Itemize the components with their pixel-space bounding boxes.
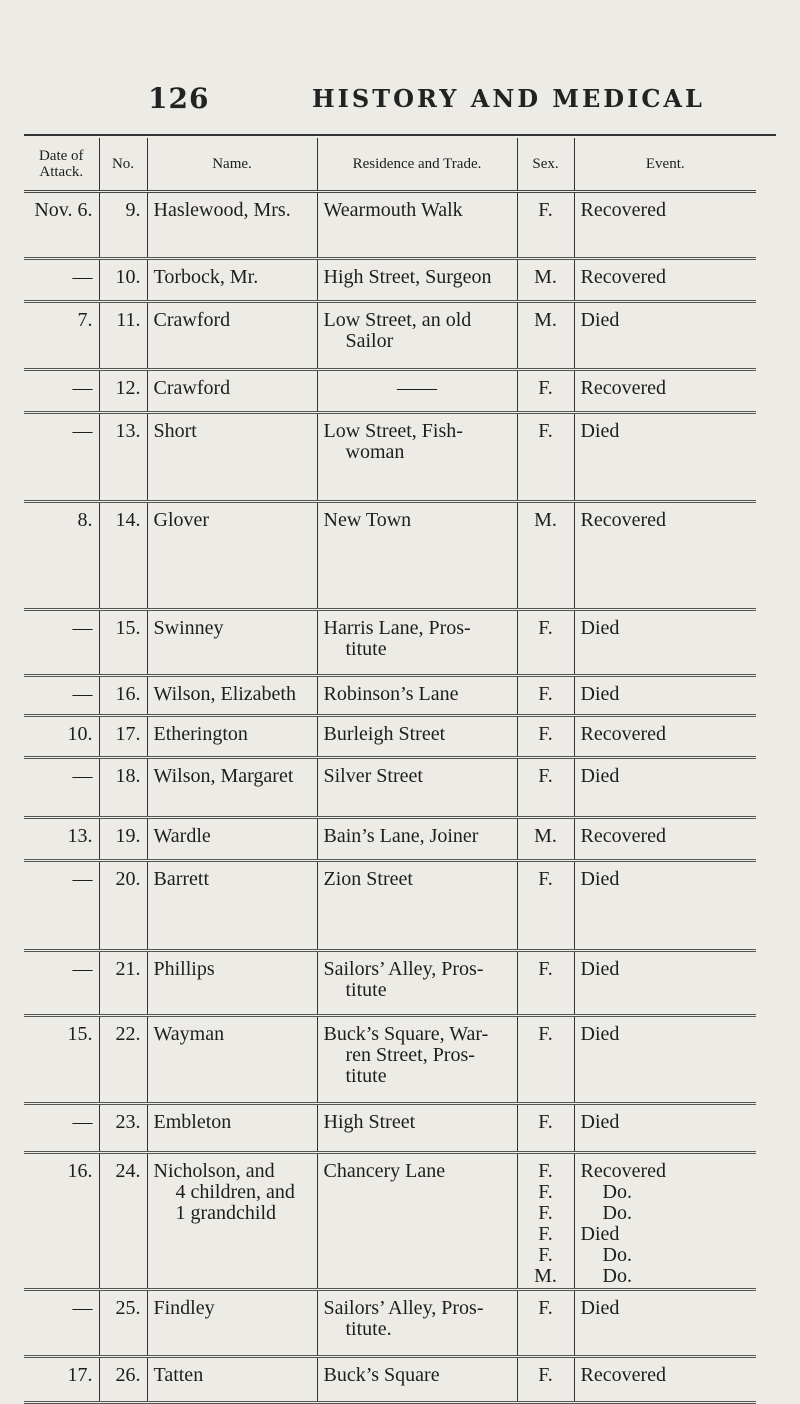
name-cell [147, 758, 317, 818]
table-row [24, 818, 756, 861]
cell-text: Do. [602, 1265, 632, 1287]
sex-cell [517, 610, 574, 676]
date-cell: 10. [24, 716, 99, 758]
cell-text: Buck’s Square, War- [323, 1023, 489, 1045]
number-cell: 14. [99, 502, 147, 610]
cell-text: F. [538, 617, 553, 639]
sex-cell [517, 758, 574, 818]
number-cell: 12. [99, 370, 147, 413]
event-cell [574, 716, 756, 758]
cell-text: Chancery Lane [323, 1160, 446, 1182]
number-cell: 24. [99, 1153, 147, 1290]
residence-cell [317, 192, 517, 259]
cell-text: Silver Street [323, 765, 423, 787]
cell-text: Etherington [153, 723, 248, 745]
page-number: 126 [148, 82, 210, 115]
cell-text: Wearmouth Walk [323, 199, 463, 221]
date-cell: 16. [24, 1153, 99, 1290]
event-cell [574, 758, 756, 818]
cell-text: titute [345, 979, 387, 1001]
table-header-row [24, 138, 756, 192]
cell-text: titute [345, 1065, 387, 1087]
number-cell: 26. [99, 1357, 147, 1403]
number-cell: 10. [99, 259, 147, 302]
page-header [0, 0, 800, 130]
cell-text: F. [538, 1223, 553, 1245]
date-cell: Nov. 6. [24, 192, 99, 259]
event-cell [574, 370, 756, 413]
cell-text: Died [580, 1297, 620, 1319]
cell-text: Wilson, Elizabeth [153, 683, 296, 705]
cell-text: M. [534, 1265, 557, 1287]
number-cell: 16. [99, 676, 147, 716]
number-cell: 20. [99, 861, 147, 951]
cell-text: Sailors’ Alley, Pros- [323, 1297, 484, 1319]
residence-cell [317, 502, 517, 610]
name-cell [147, 610, 317, 676]
name-cell [147, 302, 317, 370]
cell-text: Barrett [153, 868, 210, 890]
name-cell [147, 1104, 317, 1153]
sex-cell [517, 192, 574, 259]
cell-text: F. [538, 765, 553, 787]
number-cell: 22. [99, 1016, 147, 1104]
cell-text: M. [534, 309, 557, 331]
cell-text: Zion Street [323, 868, 413, 890]
event-cell [574, 259, 756, 302]
sex-cell [517, 1357, 574, 1403]
table-row [24, 1153, 756, 1290]
table-body [24, 192, 756, 1403]
name-cell [147, 676, 317, 716]
cell-text: Died [580, 868, 620, 890]
cell-text: F. [538, 420, 553, 442]
cell-text: Sailors’ Alley, Pros- [323, 958, 484, 980]
sex-cell [517, 676, 574, 716]
cell-text: Nicholson, and [153, 1160, 275, 1182]
sex-cell [517, 1104, 574, 1153]
cell-text: Died [580, 1023, 620, 1045]
cell-text: 4 children, and [175, 1181, 295, 1203]
name-cell [147, 1153, 317, 1290]
event-cell [574, 951, 756, 1016]
number-cell: 18. [99, 758, 147, 818]
date-cell: — [24, 610, 99, 676]
residence-cell [317, 610, 517, 676]
cell-text: 1 grandchild [175, 1202, 277, 1224]
column-header-event: Event. [574, 138, 756, 192]
cell-text: Recovered [580, 723, 667, 745]
cell-text: Crawford [153, 377, 231, 399]
number-cell: 11. [99, 302, 147, 370]
date-cell: 8. [24, 502, 99, 610]
date-cell: — [24, 861, 99, 951]
event-cell [574, 818, 756, 861]
cell-text: F. [538, 683, 553, 705]
event-cell [574, 610, 756, 676]
table-row [24, 259, 756, 302]
cell-text: Robinson’s Lane [323, 683, 459, 705]
date-cell: — [24, 758, 99, 818]
number-cell: 15. [99, 610, 147, 676]
sex-cell [517, 861, 574, 951]
cell-text: Low Street, Fish- [323, 420, 463, 442]
event-cell [574, 502, 756, 610]
residence-cell [317, 370, 517, 413]
cell-text: F. [538, 199, 553, 221]
cell-text: Crawford [153, 309, 231, 331]
cell-text: Bain’s Lane, Joiner [323, 825, 479, 847]
table-row [24, 413, 756, 502]
table-row [24, 1104, 756, 1153]
cell-text: Buck’s Square [323, 1364, 440, 1386]
name-cell [147, 502, 317, 610]
event-cell [574, 1290, 756, 1357]
sex-cell [517, 818, 574, 861]
cell-text: M. [534, 825, 557, 847]
cell-text: F. [538, 1297, 553, 1319]
cell-text: Died [580, 1111, 620, 1133]
date-cell: — [24, 1104, 99, 1153]
residence-cell [317, 818, 517, 861]
event-cell [574, 1153, 756, 1290]
cell-text: Swinney [153, 617, 224, 639]
running-title: HISTORY AND MEDICAL [312, 84, 705, 113]
cell-text: Phillips [153, 958, 215, 980]
cell-text: titute [345, 638, 387, 660]
name-cell [147, 370, 317, 413]
sex-cell [517, 302, 574, 370]
name-cell [147, 716, 317, 758]
cell-text: F. [538, 377, 553, 399]
table-row [24, 1357, 756, 1403]
cell-text: Recovered [580, 266, 667, 288]
table-row [24, 302, 756, 370]
event-cell [574, 676, 756, 716]
name-cell [147, 1357, 317, 1403]
cell-text: New Town [323, 509, 412, 531]
residence-cell [317, 758, 517, 818]
date-cell: — [24, 1290, 99, 1357]
event-cell [574, 413, 756, 502]
column-header-sex: Sex. [517, 138, 574, 192]
number-cell: 9. [99, 192, 147, 259]
cell-text: Died [580, 683, 620, 705]
cell-text: Findley [153, 1297, 215, 1319]
sex-cell [517, 413, 574, 502]
table-row [24, 676, 756, 716]
cholera-register-table [24, 138, 756, 1404]
cell-text: F. [538, 1023, 553, 1045]
number-cell: 19. [99, 818, 147, 861]
cell-text: Tatten [153, 1364, 204, 1386]
date-cell: — [24, 259, 99, 302]
sex-cell [517, 1153, 574, 1290]
cell-text: F. [538, 1364, 553, 1386]
date-cell: 15. [24, 1016, 99, 1104]
cell-text: Wayman [153, 1023, 225, 1045]
date-cell: — [24, 413, 99, 502]
sex-cell [517, 1016, 574, 1104]
cell-text: titute. [345, 1318, 392, 1340]
cell-text: Short [153, 420, 197, 442]
sex-cell [517, 951, 574, 1016]
name-cell [147, 818, 317, 861]
cell-text: Wardle [153, 825, 211, 847]
table-row [24, 1016, 756, 1104]
event-cell [574, 1104, 756, 1153]
cell-text: Low Street, an old [323, 309, 472, 331]
cell-text: Recovered [580, 1364, 667, 1386]
cell-text: ren Street, Pros- [345, 1044, 475, 1066]
table-row [24, 192, 756, 259]
column-header-name: Name. [147, 138, 317, 192]
sex-cell [517, 502, 574, 610]
event-cell [574, 192, 756, 259]
table-row [24, 861, 756, 951]
residence-cell [317, 302, 517, 370]
cell-text: F. [538, 1111, 553, 1133]
cell-text: Recovered [580, 509, 667, 531]
cell-text: Died [580, 309, 620, 331]
date-cell: — [24, 951, 99, 1016]
cell-text: Do. [602, 1181, 632, 1203]
name-cell [147, 1016, 317, 1104]
number-cell: 21. [99, 951, 147, 1016]
sex-cell [517, 370, 574, 413]
cell-text: Died [580, 420, 620, 442]
event-cell [574, 1016, 756, 1104]
residence-cell [317, 1153, 517, 1290]
cell-text: Died [580, 958, 620, 980]
residence-cell [317, 1016, 517, 1104]
top-rule [24, 134, 776, 136]
residence-cell [317, 1104, 517, 1153]
cell-text: Recovered [580, 825, 667, 847]
cell-text: woman [345, 441, 405, 463]
name-cell [147, 951, 317, 1016]
cell-text: Burleigh Street [323, 723, 446, 745]
name-cell [147, 192, 317, 259]
date-cell: — [24, 370, 99, 413]
cell-text: Haslewood, Mrs. [153, 199, 291, 221]
cell-text: High Street [323, 1111, 416, 1133]
sex-cell [517, 259, 574, 302]
cell-text: F. [538, 1160, 553, 1182]
residence-cell [317, 861, 517, 951]
event-cell [574, 1357, 756, 1403]
name-cell [147, 259, 317, 302]
residence-cell [317, 676, 517, 716]
number-cell: 23. [99, 1104, 147, 1153]
event-cell [574, 861, 756, 951]
column-header-residence: Residence and Trade. [317, 138, 517, 192]
cell-text: Recovered [580, 377, 667, 399]
cell-text: Embleton [153, 1111, 232, 1133]
number-cell: 13. [99, 413, 147, 502]
cell-text: M. [534, 266, 557, 288]
residence-cell [317, 413, 517, 502]
event-cell [574, 302, 756, 370]
cell-text: F. [538, 723, 553, 745]
cell-text: F. [538, 1202, 553, 1224]
date-cell: 7. [24, 302, 99, 370]
cell-text: Died [580, 765, 620, 787]
cell-text: Wilson, Margaret [153, 765, 294, 787]
cell-text: Died [580, 1223, 620, 1245]
sex-cell [517, 1290, 574, 1357]
date-cell: — [24, 676, 99, 716]
table-row [24, 1290, 756, 1357]
cell-text: Do. [602, 1244, 632, 1266]
number-cell: 25. [99, 1290, 147, 1357]
cell-text: Glover [153, 509, 210, 531]
cell-text: Recovered [580, 199, 667, 221]
table-row [24, 370, 756, 413]
cell-text: F. [538, 958, 553, 980]
cell-text: Torbock, Mr. [153, 266, 259, 288]
cell-text: F. [538, 868, 553, 890]
cell-text: High Street, Surgeon [323, 266, 492, 288]
name-cell [147, 1290, 317, 1357]
date-cell: 13. [24, 818, 99, 861]
table-row [24, 610, 756, 676]
cell-text: Sailor [345, 330, 394, 352]
residence-cell [317, 259, 517, 302]
cell-text: F. [538, 1181, 553, 1203]
residence-cell [317, 1290, 517, 1357]
column-header-no: No. [99, 138, 147, 192]
name-cell [147, 861, 317, 951]
residence-cell [317, 951, 517, 1016]
number-cell: 17. [99, 716, 147, 758]
cell-text: M. [534, 509, 557, 531]
date-cell: 17. [24, 1357, 99, 1403]
cell-text: Do. [602, 1202, 632, 1224]
cell-text: Died [580, 617, 620, 639]
cell-text: Recovered [580, 1160, 667, 1182]
table-row [24, 758, 756, 818]
table-row [24, 951, 756, 1016]
cell-text: —— [397, 377, 437, 399]
cell-text: F. [538, 1244, 553, 1266]
name-cell [147, 413, 317, 502]
residence-cell [317, 716, 517, 758]
cell-text: Harris Lane, Pros- [323, 617, 471, 639]
sex-cell [517, 716, 574, 758]
table-row [24, 716, 756, 758]
residence-cell [317, 1357, 517, 1403]
column-header-date: Date of Attack. [24, 138, 99, 192]
table-row [24, 502, 756, 610]
